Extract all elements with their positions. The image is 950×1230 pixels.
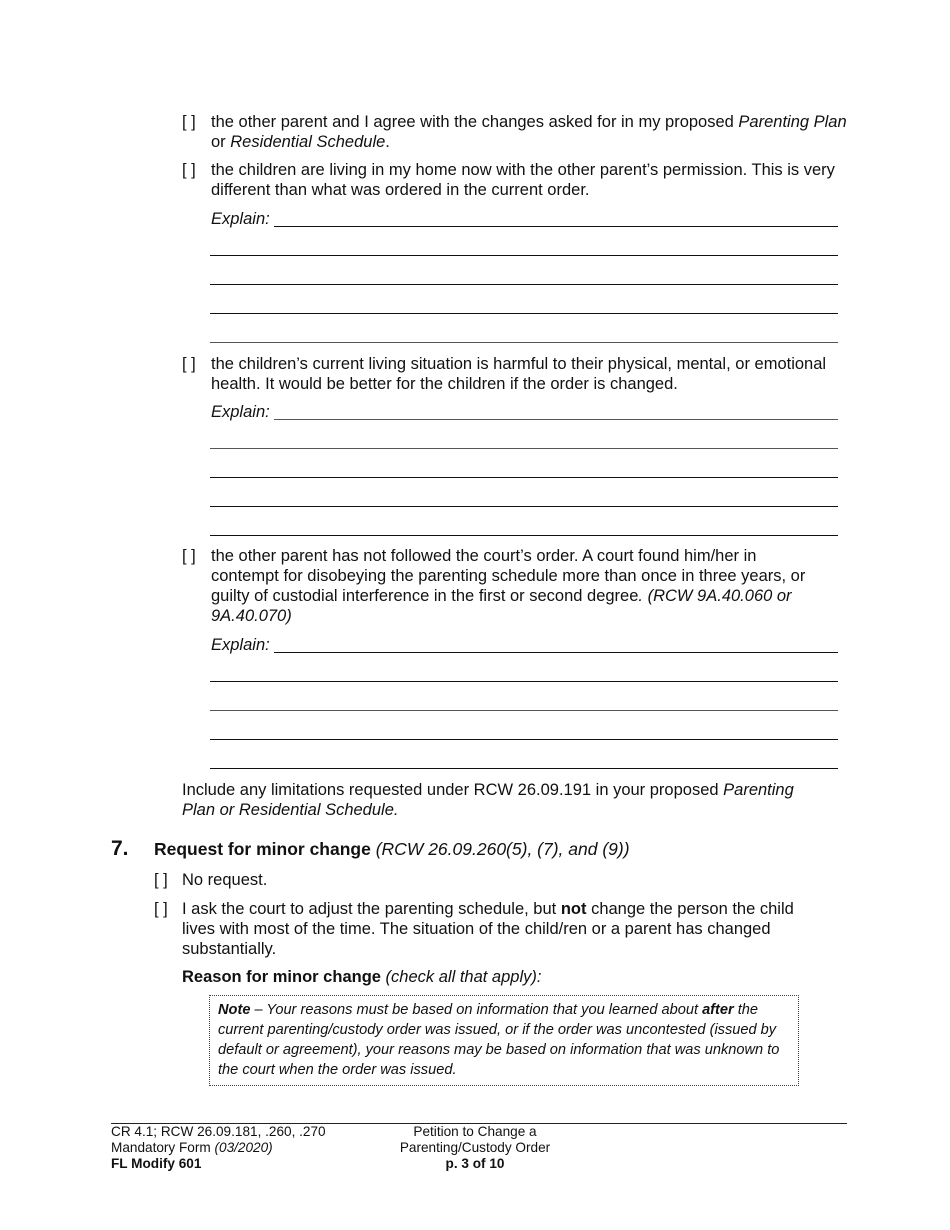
explain-label: Explain:: [211, 210, 270, 228]
checkbox[interactable]: [ ]: [154, 871, 168, 889]
explain-label: Explain:: [211, 636, 270, 654]
option-living-situation-harmful: [182, 354, 850, 394]
explain-line[interactable]: [274, 226, 838, 227]
option-text: I ask the court to adjust the parenting schedule, but not change the person the child lives with most of the time. The situation of the child/ren or a parent has changed substantially.: [182, 900, 794, 958]
option-no-request: [154, 870, 822, 890]
explain-line[interactable]: [210, 448, 838, 449]
explain-line[interactable]: [210, 313, 838, 314]
section-title: Request for minor change (RCW 26.09.260(5), (7), and (9)): [154, 839, 630, 859]
option-text: the other parent and I agree with the changes asked for in my proposed Parenting Plan or Residential Schedule.: [211, 113, 847, 151]
explain-line[interactable]: [274, 419, 838, 420]
explain-line[interactable]: [210, 768, 838, 769]
explain-line[interactable]: [274, 652, 838, 653]
reason-heading: Reason for minor change (check all that apply):: [182, 968, 542, 986]
footer-center: Petition to Change a Parenting/Custody Order p. 3 of 10: [350, 1124, 600, 1172]
footer-left: CR 4.1; RCW 26.09.181, .260, .270 Mandatory Form (03/2020) FL Modify 601: [111, 1124, 326, 1171]
explain-line[interactable]: [210, 477, 838, 478]
checkbox[interactable]: [ ]: [154, 900, 168, 918]
checkbox[interactable]: [ ]: [182, 113, 196, 131]
option-other-parent-not-followed-order: [182, 546, 822, 626]
explain-line[interactable]: [210, 255, 838, 256]
explain-label: Explain:: [211, 403, 270, 421]
option-children-living-in-my-home: [182, 160, 850, 200]
explain-line[interactable]: [210, 342, 838, 343]
explain-line[interactable]: [210, 535, 838, 536]
option-text: No request.: [182, 871, 268, 889]
explain-line[interactable]: [210, 739, 838, 740]
page-number: p. 3 of 10: [445, 1156, 505, 1171]
option-text: the other parent has not followed the court’s order. A court found him/her in contempt for disobeying the parenting schedule more than once in three years, or guilty of custodial interference in the first or second degree. (RCW 9A.40.060 or 9A.40.070): [211, 547, 806, 625]
explain-line[interactable]: [210, 710, 838, 711]
checkbox[interactable]: [ ]: [182, 547, 196, 565]
explain-line[interactable]: [210, 284, 838, 285]
note-box: Note – Your reasons must be based on information that you learned about after the current parenting/custody order was issued, or if the order was uncontested (issued by default or agreement), your reasons may be based on information that was unknown to the court when the order was issued.: [209, 995, 799, 1086]
option-adjust-schedule: [154, 899, 804, 959]
option-text: the children’s current living situation is harmful to their physical, mental, or emotional health. It would be better for the children if the order is changed.: [211, 355, 827, 393]
explain-line[interactable]: [210, 506, 838, 507]
checkbox[interactable]: [ ]: [182, 355, 196, 373]
checkbox[interactable]: [ ]: [182, 161, 196, 179]
explain-line[interactable]: [210, 681, 838, 682]
section-number: 7.: [111, 837, 129, 860]
limitations-note: Include any limitations requested under RCW 26.09.191 in your proposed Parenting Plan or Residential Schedule.: [182, 781, 794, 819]
option-agree-changes: [182, 112, 850, 152]
option-text: the children are living in my home now with the other parent’s permission. This is very different than what was ordered in the current order.: [211, 161, 835, 199]
